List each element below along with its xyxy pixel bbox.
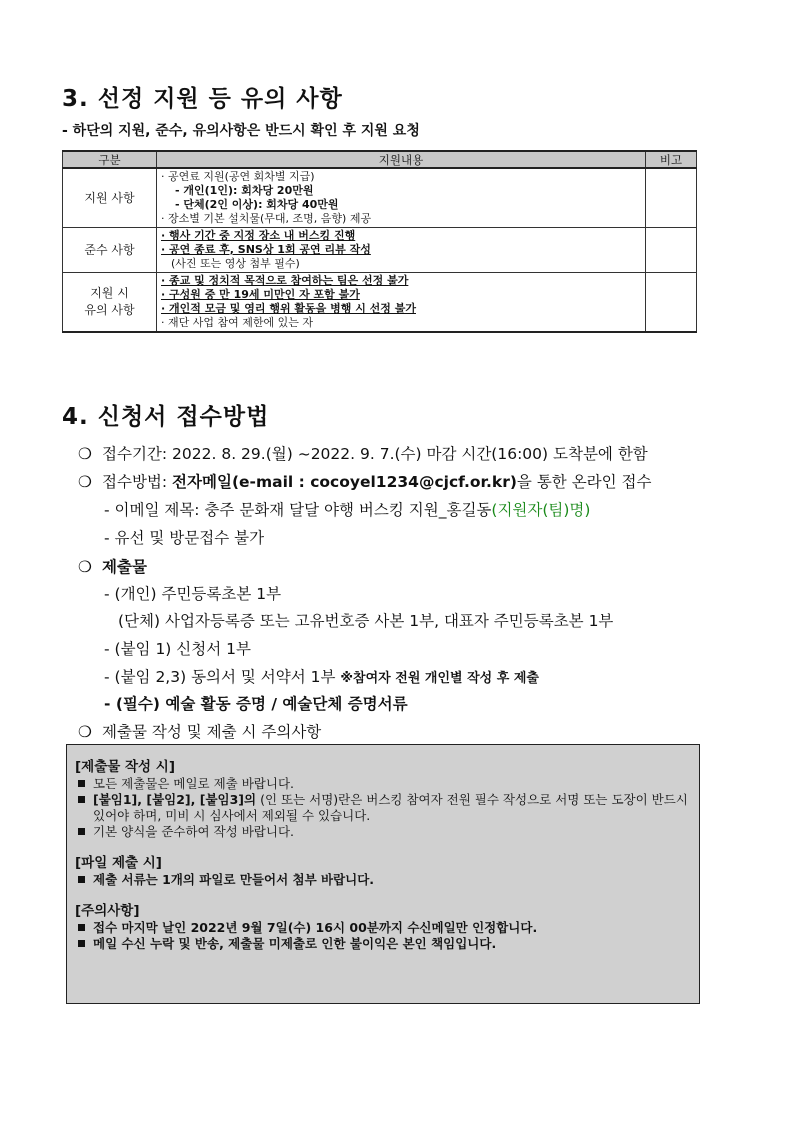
no-offline-line: - 유선 및 방문접수 불가	[104, 529, 265, 547]
category-label: 준수 사항	[84, 242, 135, 257]
submission-required: - (필수) 예술 활동 증명 / 예술단체 증명서류	[104, 695, 408, 713]
list-item	[75, 824, 691, 840]
writing-item-2-rest: (인 또는 서명)란은 버스킹 참여자 전원 필수 작성으로 서명 또는 도장이 반드시 있어야 하며, 미비 시 심사에서 제외될 수 있습니다.	[93, 792, 688, 823]
content-cell	[157, 228, 646, 273]
content-cell	[157, 273, 646, 333]
circle-bullet-icon: ❍	[78, 723, 92, 741]
caution-title: 제출물 작성 및 제출 시 주의사항	[102, 723, 322, 741]
header-content: 지원내용	[157, 151, 646, 168]
header-category: 구분	[63, 151, 157, 168]
category-label: 지원 사항	[84, 190, 135, 205]
note-cell	[646, 168, 697, 228]
list-item	[75, 936, 691, 952]
content-line: · 공연료 지원(공연 회차별 지급)	[161, 170, 315, 183]
table-header-row	[63, 151, 697, 168]
content-line: (사진 또는 영상 첨부 필수)	[171, 257, 300, 270]
content-line	[161, 274, 641, 288]
file-heading: [파일 제출 시]	[75, 855, 162, 871]
content-line-text: · 종교 및 정치적 목적으로 참여하는 팀은 선정 불가	[161, 274, 409, 287]
category-label: 지원 시	[90, 286, 129, 300]
content-line	[161, 302, 641, 316]
period-text: 접수기간: 2022. 8. 29.(월) ~2022. 9. 7.(수) 마감 시간(16:00) 도착분에 한함	[102, 445, 648, 463]
content-line-text: · 행사 기간 중 지정 장소 내 버스킹 진행	[161, 229, 356, 242]
caution-heading: [주의사항]	[75, 903, 140, 919]
square-bullet-icon	[78, 780, 85, 787]
email-subject-placeholder: (지원자(팀)명)	[491, 501, 591, 519]
file-item-1: 제출 서류는 1개의 파일로 만들어서 첨부 바랍니다.	[93, 872, 375, 887]
submission-attach23-note: ※참여자 전원 개인별 작성 후 제출	[340, 671, 539, 686]
period-line	[78, 442, 648, 464]
caution-item-2: 메일 수신 누락 및 반송, 제출물 미제출로 인한 불이익은 본인 책임입니다.	[93, 936, 497, 951]
submissions-title-line	[78, 555, 147, 577]
header-note: 비고	[646, 151, 697, 168]
category-cell	[63, 168, 157, 228]
category-cell	[63, 228, 157, 273]
submission-group: (단체) 사업자등록증 또는 고유번호증 사본 1부, 대표자 주민등록초본 1부	[118, 612, 614, 630]
section-3-title: 3. 선정 지원 등 유의 사항	[62, 86, 343, 112]
list-item	[75, 872, 691, 888]
content-line: · 재단 사업 참여 제한에 있는 자	[161, 316, 313, 329]
section-3-subtitle: - 하단의 지원, 준수, 유의사항은 반드시 확인 후 지원 요청	[62, 123, 420, 139]
writing-item-2-bold: [붙임1], [붙임2], [붙임3]의	[93, 792, 257, 807]
content-line: - 단체(2인 이상): 회차당 40만원	[175, 198, 339, 211]
content-line-text: · 구성원 중 만 19세 미만인 자 포함 불가	[161, 288, 360, 301]
email-subject-text: - 이메일 제목: 충주 문화재 달달 야행 버스킹 지원_홍길동	[104, 501, 492, 519]
writing-item-3: 기본 양식을 준수하여 작성 바랍니다.	[93, 824, 294, 839]
list-item	[75, 792, 691, 824]
writing-item-1: 모든 제출물은 메일로 제출 바랍니다.	[93, 776, 294, 791]
notice-box	[66, 744, 700, 1004]
submission-individual: - (개인) 주민등록초본 1부	[104, 585, 282, 603]
method-line	[78, 470, 652, 492]
square-bullet-icon	[78, 828, 85, 835]
submissions-title: 제출물	[102, 558, 147, 576]
category-cell	[63, 273, 157, 333]
email-subject-line	[104, 498, 590, 520]
method-email: 전자메일(e-mail : cocoyel1234@cjcf.or.kr)	[172, 473, 517, 491]
submission-attach23-line	[104, 665, 539, 687]
table-body	[63, 168, 697, 332]
square-bullet-icon	[78, 876, 85, 883]
section-4-title: 4. 신청서 접수방법	[62, 404, 270, 430]
square-bullet-icon	[78, 924, 85, 931]
caution-title-line	[78, 720, 321, 742]
square-bullet-icon	[78, 796, 85, 803]
content-line-text: · 개인적 모금 및 영리 행위 활동을 병행 시 선정 불가	[161, 302, 416, 315]
list-item	[75, 920, 691, 936]
content-line	[161, 229, 641, 243]
table-row	[63, 168, 697, 228]
writing-heading: [제출물 작성 시]	[75, 759, 175, 775]
method-prefix: 접수방법:	[102, 473, 173, 491]
note-cell	[646, 228, 697, 273]
requirements-table	[62, 150, 697, 333]
category-label: 유의 사항	[84, 303, 135, 317]
table-row	[63, 228, 697, 273]
caution-item-1: 접수 마지막 날인 2022년 9월 7일(수) 16시 00분까지 수신메일만 인정합니다.	[93, 920, 538, 935]
note-cell	[646, 273, 697, 333]
submission-attach23: - (붙임 2,3) 동의서 및 서약서 1부	[104, 668, 341, 686]
list-item	[75, 776, 691, 792]
method-suffix: 을 통한 온라인 접수	[516, 473, 652, 491]
square-bullet-icon	[78, 940, 85, 947]
circle-bullet-icon: ❍	[78, 558, 92, 576]
circle-bullet-icon: ❍	[78, 445, 92, 463]
content-line	[161, 243, 641, 257]
content-line	[161, 288, 641, 302]
content-line: - 개인(1인): 회차당 20만원	[175, 184, 314, 197]
submission-attach1: - (붙임 1) 신청서 1부	[104, 640, 251, 658]
content-cell	[157, 168, 646, 228]
content-line-text: · 공연 종료 후, SNS상 1회 공연 리뷰 작성	[161, 243, 371, 256]
table-row	[63, 273, 697, 333]
content-line: · 장소별 기본 설치물(무대, 조명, 음향) 제공	[161, 212, 372, 225]
circle-bullet-icon: ❍	[78, 473, 92, 491]
